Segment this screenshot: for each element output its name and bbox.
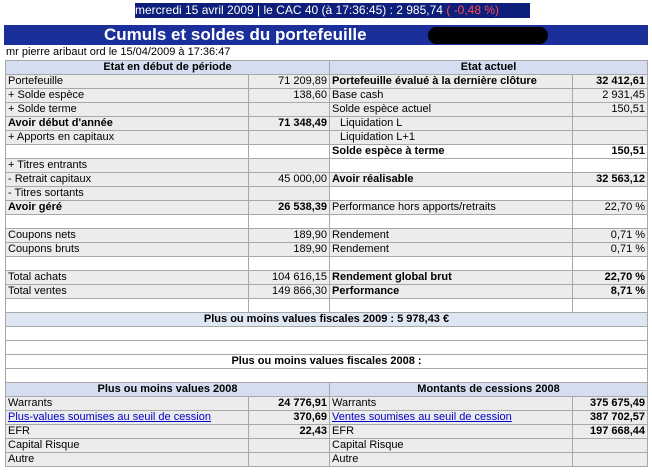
fiscal-2008-row	[6, 355, 648, 369]
row-label: Capital Risque	[330, 439, 573, 453]
header-row	[6, 61, 648, 75]
row-label: Liquidation L	[330, 117, 573, 131]
row-value	[573, 117, 648, 131]
row-label: Total ventes	[6, 285, 249, 299]
table-row	[6, 285, 648, 299]
table-row	[6, 131, 648, 145]
row-value: 0,71 %	[573, 229, 648, 243]
row-label: Liquidation L+1	[330, 131, 573, 145]
row-label	[6, 145, 249, 159]
row-label: Warrants	[330, 397, 573, 411]
row-label: Portefeuille	[6, 75, 249, 89]
row-value: 138,60	[249, 89, 330, 103]
row-value: 32 563,12	[573, 173, 648, 187]
row-value: 32 412,61	[573, 75, 648, 89]
table-row	[6, 117, 648, 131]
ticker-change: ( -0,48 %)	[446, 3, 499, 17]
row-label: Solde espèce actuel	[330, 103, 573, 117]
portfolio-summary-table	[5, 60, 648, 467]
row-value	[573, 131, 648, 145]
left-header: Etat en début de période	[6, 61, 330, 75]
row-value: 22,70 %	[573, 201, 648, 215]
row-value: 26 538,39	[249, 201, 330, 215]
ticker-text: mercredi 15 avril 2009 | le CAC 40 (à 17:36:45) : 2 985,74	[135, 3, 443, 17]
row-value: 22,70 %	[573, 271, 648, 285]
table-row	[6, 229, 648, 243]
row-value: 189,90	[249, 229, 330, 243]
row-value: 370,69	[249, 411, 330, 425]
fiscal-2008-label: Plus ou moins values fiscales 2008 :	[6, 355, 648, 369]
row-value: 8,71 %	[573, 285, 648, 299]
page-subtitle: mr pierre aribaut ord le 15/04/2009 à 17:36:47	[6, 46, 231, 58]
table-row	[6, 271, 648, 285]
fiscal-2009-row	[6, 313, 648, 327]
spacer-row	[6, 369, 648, 383]
ventes-link[interactable]: Ventes soumises au seuil de cession	[332, 411, 512, 423]
row-label: + Titres entrants	[6, 159, 249, 173]
row-label: Rendement global brut	[330, 271, 573, 285]
row-value	[249, 103, 330, 117]
row-value: 0,71 %	[573, 243, 648, 257]
section-header-row	[6, 383, 648, 397]
page-title-bar	[4, 25, 648, 45]
row-value: 197 668,44	[573, 425, 648, 439]
row-value: 2 931,45	[573, 89, 648, 103]
row-value: 71 348,49	[249, 117, 330, 131]
row-label: Rendement	[330, 229, 573, 243]
row-label: + Apports en capitaux	[6, 131, 249, 145]
row-label: Autre	[6, 453, 249, 467]
row-value	[249, 159, 330, 173]
spacer-row	[6, 341, 648, 355]
row-value: 150,51	[573, 103, 648, 117]
cessions-header: Montants de cessions 2008	[330, 383, 648, 397]
row-value	[249, 453, 330, 467]
row-value: 22,43	[249, 425, 330, 439]
row-label: Coupons bruts	[6, 243, 249, 257]
row-label: Coupons nets	[6, 229, 249, 243]
plus-values-link[interactable]: Plus-values soumises au seuil de cession	[8, 411, 211, 423]
spacer-row	[6, 257, 648, 271]
row-label	[330, 187, 573, 201]
row-label: + Solde espèce	[6, 89, 249, 103]
row-value	[573, 453, 648, 467]
row-label: Autre	[330, 453, 573, 467]
row-value: 45 000,00	[249, 173, 330, 187]
table-row	[6, 75, 648, 89]
table-row	[6, 173, 648, 187]
row-label	[330, 411, 573, 425]
spacer-row	[6, 215, 648, 229]
table-row	[6, 89, 648, 103]
spacer-row	[6, 327, 648, 341]
table-row	[6, 187, 648, 201]
row-value	[249, 145, 330, 159]
row-value	[249, 439, 330, 453]
table-row	[6, 201, 648, 215]
table-row	[6, 439, 648, 453]
row-value: 71 209,89	[249, 75, 330, 89]
row-label: Capital Risque	[6, 439, 249, 453]
row-value: 375 675,49	[573, 397, 648, 411]
row-label: Total achats	[6, 271, 249, 285]
table-row	[6, 425, 648, 439]
redacted-name	[428, 27, 548, 44]
pmv-header: Plus ou moins values 2008	[6, 383, 330, 397]
table-row	[6, 145, 648, 159]
row-label	[330, 159, 573, 173]
row-label: Avoir début d'année	[6, 117, 249, 131]
row-value	[249, 131, 330, 145]
row-label: Performance hors apports/retraits	[330, 201, 573, 215]
right-header: Etat actuel	[330, 61, 648, 75]
row-value: 149 866,30	[249, 285, 330, 299]
table-row	[6, 411, 648, 425]
row-value: 387 702,57	[573, 411, 648, 425]
table-row	[6, 453, 648, 467]
spacer-row	[6, 299, 648, 313]
row-value	[573, 439, 648, 453]
row-value	[249, 187, 330, 201]
row-label: + Solde terme	[6, 103, 249, 117]
row-value: 104 616,15	[249, 271, 330, 285]
table-row	[6, 159, 648, 173]
cac40-ticker	[135, 3, 530, 18]
row-label	[6, 411, 249, 425]
table-row	[6, 103, 648, 117]
row-value	[573, 187, 648, 201]
table-row	[6, 397, 648, 411]
row-value: 150,51	[573, 145, 648, 159]
row-label: Avoir réalisable	[330, 173, 573, 187]
row-label: Rendement	[330, 243, 573, 257]
row-value	[573, 159, 648, 173]
table-row	[6, 243, 648, 257]
row-label: - Titres sortants	[6, 187, 249, 201]
fiscal-2009-label: Plus ou moins values fiscales 2009 : 5 978,43 €	[6, 313, 648, 327]
row-label: Warrants	[6, 397, 249, 411]
row-label: Performance	[330, 285, 573, 299]
row-label: EFR	[330, 425, 573, 439]
row-label: Solde espèce à terme	[330, 145, 573, 159]
row-label: Base cash	[330, 89, 573, 103]
row-label: EFR	[6, 425, 249, 439]
page-title: Cumuls et soldes du portefeuille	[104, 25, 367, 44]
row-value: 24 776,91	[249, 397, 330, 411]
row-label: Portefeuille évalué à la dernière clôture	[330, 75, 573, 89]
row-label: Avoir géré	[6, 201, 249, 215]
row-value: 189,90	[249, 243, 330, 257]
row-label: - Retrait capitaux	[6, 173, 249, 187]
